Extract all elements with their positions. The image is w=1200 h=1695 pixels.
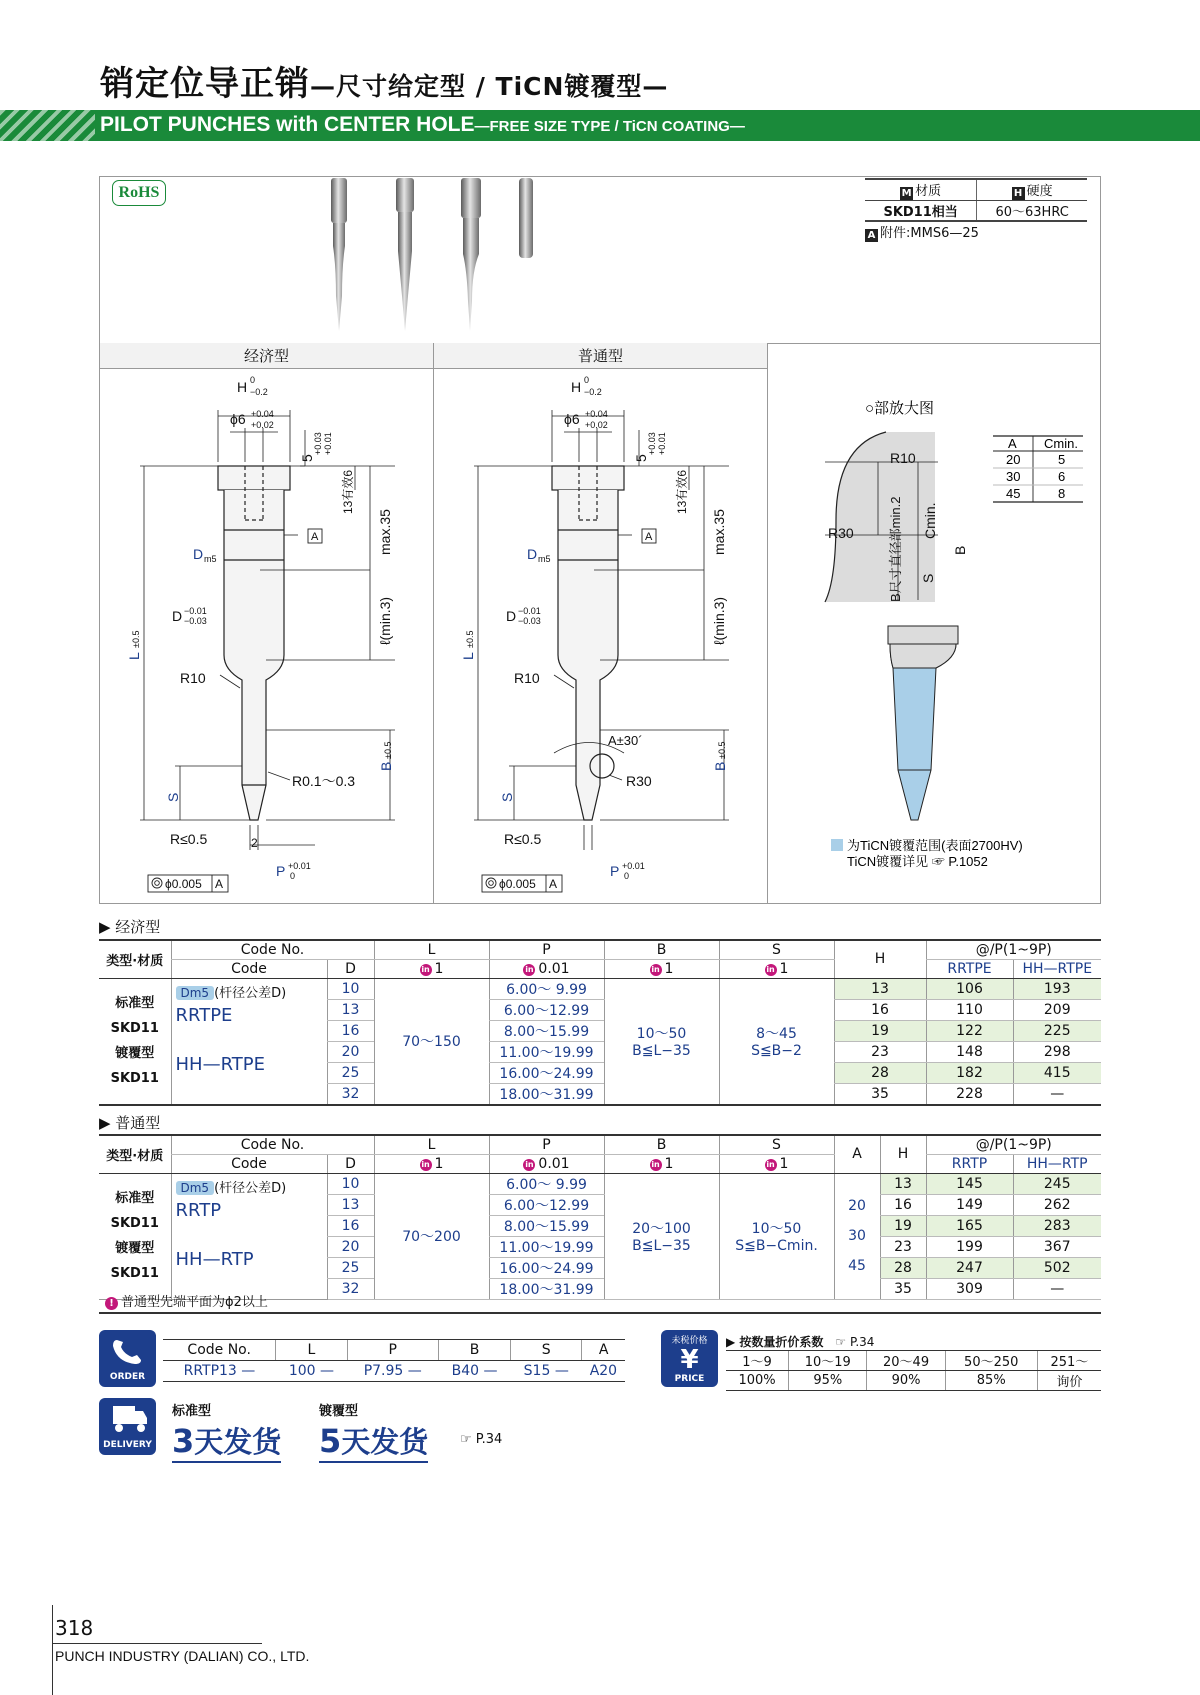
coating-legend-swatch — [831, 839, 843, 851]
svg-text:0: 0 — [584, 375, 590, 385]
econ-diagram-title: 经济型 — [100, 343, 433, 369]
svg-text:+0.04: +0.04 — [585, 409, 608, 419]
svg-text:13有效6: 13有效6 — [675, 469, 689, 514]
svg-text:−0.01: −0.01 — [518, 606, 541, 616]
pin-photo-1 — [331, 178, 347, 331]
page-number: 318 — [55, 1616, 94, 1640]
svg-text:±0.5: ±0.5 — [131, 630, 141, 648]
delivery-icon: DELIVERY — [99, 1398, 156, 1455]
svg-text:5: 5 — [299, 454, 315, 462]
svg-text:H: H — [237, 379, 248, 395]
svg-text:+0.01: +0.01 — [657, 432, 667, 455]
rohs-badge: RoHS — [112, 180, 166, 206]
svg-text:−0.01: −0.01 — [184, 606, 207, 616]
company-name: PUNCH INDUSTRY (DALIAN) CO., LTD. — [55, 1648, 310, 1664]
svg-text:L: L — [460, 652, 476, 660]
pin-photo-3 — [461, 178, 481, 331]
footer-rule-v — [52, 1605, 53, 1695]
svg-text:S: S — [920, 573, 936, 583]
svg-text:max.35: max.35 — [711, 509, 727, 555]
svg-text:R≤0.5: R≤0.5 — [504, 831, 542, 847]
svg-text:m5: m5 — [204, 554, 217, 564]
order-example-table: Code No. L P B S A RRTP13 — 100 — P7.95 — B40 — S15 — A20 — [163, 1339, 625, 1382]
svg-text:B: B — [378, 761, 394, 771]
order-icon: ORDER — [99, 1330, 156, 1387]
page-title-en: PILOT PUNCHES with CENTER HOLE—FREE SIZE TYPE / TiCN COATING— — [100, 113, 745, 136]
product-photos — [320, 176, 550, 336]
econ-diagram — [100, 370, 433, 903]
svg-text:R10: R10 — [514, 670, 540, 686]
svg-text:−0.2: −0.2 — [584, 387, 602, 397]
svg-text:B: B — [952, 545, 968, 555]
svg-text:20: 20 — [1006, 452, 1021, 467]
std-section-title: ▶ 普通型 — [99, 1114, 161, 1132]
accessory-note: A 附件:MMS6—25 — [865, 222, 979, 242]
svg-text:+0.03: +0.03 — [647, 432, 657, 455]
svg-text:+0.03: +0.03 — [313, 432, 323, 455]
std-spec-table: 类型·材质 Code No. L P B S A H @/P(1~9P) Code D in 1 in 0.01 in 1 in 1 RRTP HH—RTP 标准型 SKD11 镀覆型 SKD11 Dm5 (杆径公差D) RRTP HH—RTP 10 70～200 6.00～ 9.99 20～100 B≦L−35 10～50 S≦B−Cmin. 20 30 45 13 145 245 13 6.00～12.99 16 149 262 16 8.00～15.99 19 165 283 20 11.00～19.99 23 199 367 25 16.00～24.99 28 247 502 32 18.00～31.99 35 309 — — [99, 1134, 1101, 1300]
svg-text:30: 30 — [1006, 469, 1021, 484]
svg-text:R30: R30 — [626, 773, 652, 789]
svg-text:max.35: max.35 — [377, 509, 393, 555]
svg-text:±0.5: ±0.5 — [383, 741, 393, 759]
detail-diagram — [768, 370, 1100, 903]
svg-text:±0.5: ±0.5 — [717, 741, 727, 759]
svg-text:0: 0 — [250, 375, 256, 385]
svg-text:L: L — [126, 652, 142, 660]
delivery-ref: ☞ P.34 — [460, 1432, 503, 1447]
coat-delivery-label: 镀覆型 — [319, 1404, 359, 1419]
svg-text:H: H — [571, 379, 582, 395]
material-table: M 材质 H 硬度 SKD11相当 60～63HRC — [865, 178, 1087, 222]
svg-text:R0.1～0.3: R0.1～0.3 — [292, 773, 356, 789]
svg-text:+0.01: +0.01 — [288, 861, 311, 871]
svg-text:P: P — [276, 863, 286, 879]
svg-text:D: D — [193, 546, 204, 562]
svg-text:2: 2 — [251, 836, 258, 850]
svg-text:D: D — [172, 608, 183, 624]
svg-text:为TiCN镀覆范围(表面2700HV): 为TiCN镀覆范围(表面2700HV) — [847, 838, 1023, 853]
svg-text:R10: R10 — [890, 450, 916, 466]
std-delivery-days: 3天发货 — [172, 1420, 281, 1463]
coating-pin — [888, 626, 958, 820]
svg-text:ϕ0.005: ϕ0.005 — [499, 877, 536, 891]
svg-text:±0.5: ±0.5 — [465, 630, 475, 648]
svg-text:R≤0.5: R≤0.5 — [170, 831, 208, 847]
svg-text:A: A — [215, 877, 224, 891]
dowel-photo — [519, 178, 533, 258]
svg-text:R30: R30 — [828, 525, 854, 541]
svg-text:5: 5 — [633, 454, 649, 462]
price-icon: 未税价格 ¥ PRICE — [661, 1330, 718, 1387]
svg-text:+0.04: +0.04 — [251, 409, 274, 419]
svg-text:A: A — [645, 531, 653, 543]
svg-text:ϕ6: ϕ6 — [230, 411, 246, 427]
svg-text:○部放大图: ○部放大图 — [865, 400, 935, 417]
econ-spec-table: 类型·材质 Code No. L P B S H @/P(1~9P) Code D in 1 in 0.01 in 1 in 1 RRTPE HH—RTPE 标准型 SKD11 镀覆型 SKD11 Dm5 (杆径公差D) RRTPE HH—RTPE 10 70～150 6.00～ 9.99 10～50 B≦L−35 8～45 S≦B−2 13 106 193 13 6.00～12.99 16 110 209 16 8.00～15.99 19 122 225 20 11.00～19.99 23 148 298 25 16.00～24.99 28 182 415 32 18.00～31.99 35 228 — — [99, 939, 1101, 1106]
svg-text:Cmin.: Cmin. — [922, 502, 938, 539]
svg-text:13有效6: 13有效6 — [341, 469, 355, 514]
svg-text:ℓ(min.3): ℓ(min.3) — [377, 596, 393, 645]
svg-text:A: A — [549, 877, 558, 891]
svg-text:−0.2: −0.2 — [250, 387, 268, 397]
price-title: ▶ 按数量折价系数 ☞ P.34 — [726, 1335, 875, 1349]
svg-text:A: A — [1008, 436, 1017, 451]
svg-text:S: S — [165, 792, 181, 802]
cmin-table — [993, 436, 1083, 502]
svg-text:+0.01: +0.01 — [323, 432, 333, 455]
svg-text:R10: R10 — [180, 670, 206, 686]
svg-text:+0.02: +0.02 — [251, 420, 274, 430]
svg-text:45: 45 — [1006, 486, 1021, 501]
svg-text:Cmin.: Cmin. — [1044, 436, 1078, 451]
svg-text:ϕ0.005: ϕ0.005 — [165, 877, 202, 891]
coat-delivery-days: 5天发货 — [319, 1420, 428, 1463]
svg-text:A: A — [311, 531, 319, 543]
svg-text:P: P — [610, 863, 620, 879]
price-discount-table: 1～9 10～19 20～49 50～250 251～ 100% 95% 90% 85% 询价 — [726, 1350, 1101, 1391]
svg-text:m5: m5 — [538, 554, 551, 564]
svg-text:+0.01: +0.01 — [622, 861, 645, 871]
footer-rule-h — [52, 1643, 262, 1644]
page-title-cn: 销定位导正销—尺寸给定型 / TiCN镀覆型— — [100, 64, 669, 104]
svg-text:A±30´: A±30´ — [608, 733, 643, 748]
svg-text:6: 6 — [1058, 469, 1066, 484]
svg-text:D: D — [506, 608, 517, 624]
svg-text:D: D — [527, 546, 538, 562]
std-delivery-label: 标准型 — [172, 1404, 212, 1419]
tip-note: ! 普通型先端平面为ϕ2以上 — [99, 1294, 1101, 1314]
std-diagram — [434, 370, 767, 903]
svg-text:ℓ(min.3): ℓ(min.3) — [711, 596, 727, 645]
band-stripes — [0, 110, 95, 141]
svg-text:5: 5 — [1058, 452, 1066, 467]
svg-text:+0.02: +0.02 — [585, 420, 608, 430]
pin-photo-2 — [396, 178, 414, 331]
econ-section-title: ▶ 经济型 — [99, 918, 161, 936]
svg-text:8: 8 — [1058, 486, 1066, 501]
svg-text:0: 0 — [624, 871, 630, 881]
svg-text:−0.03: −0.03 — [184, 616, 207, 626]
svg-text:TiCN镀覆详见 ☞ P.1052: TiCN镀覆详见 ☞ P.1052 — [847, 854, 988, 869]
svg-text:B: B — [712, 761, 728, 771]
svg-text:B尺寸直径部min.2: B尺寸直径部min.2 — [888, 496, 903, 602]
svg-text:0: 0 — [290, 871, 296, 881]
svg-text:S: S — [499, 792, 515, 802]
svg-text:−0.03: −0.03 — [518, 616, 541, 626]
std-diagram-title: 普通型 — [434, 343, 767, 369]
svg-text:ϕ6: ϕ6 — [564, 411, 580, 427]
